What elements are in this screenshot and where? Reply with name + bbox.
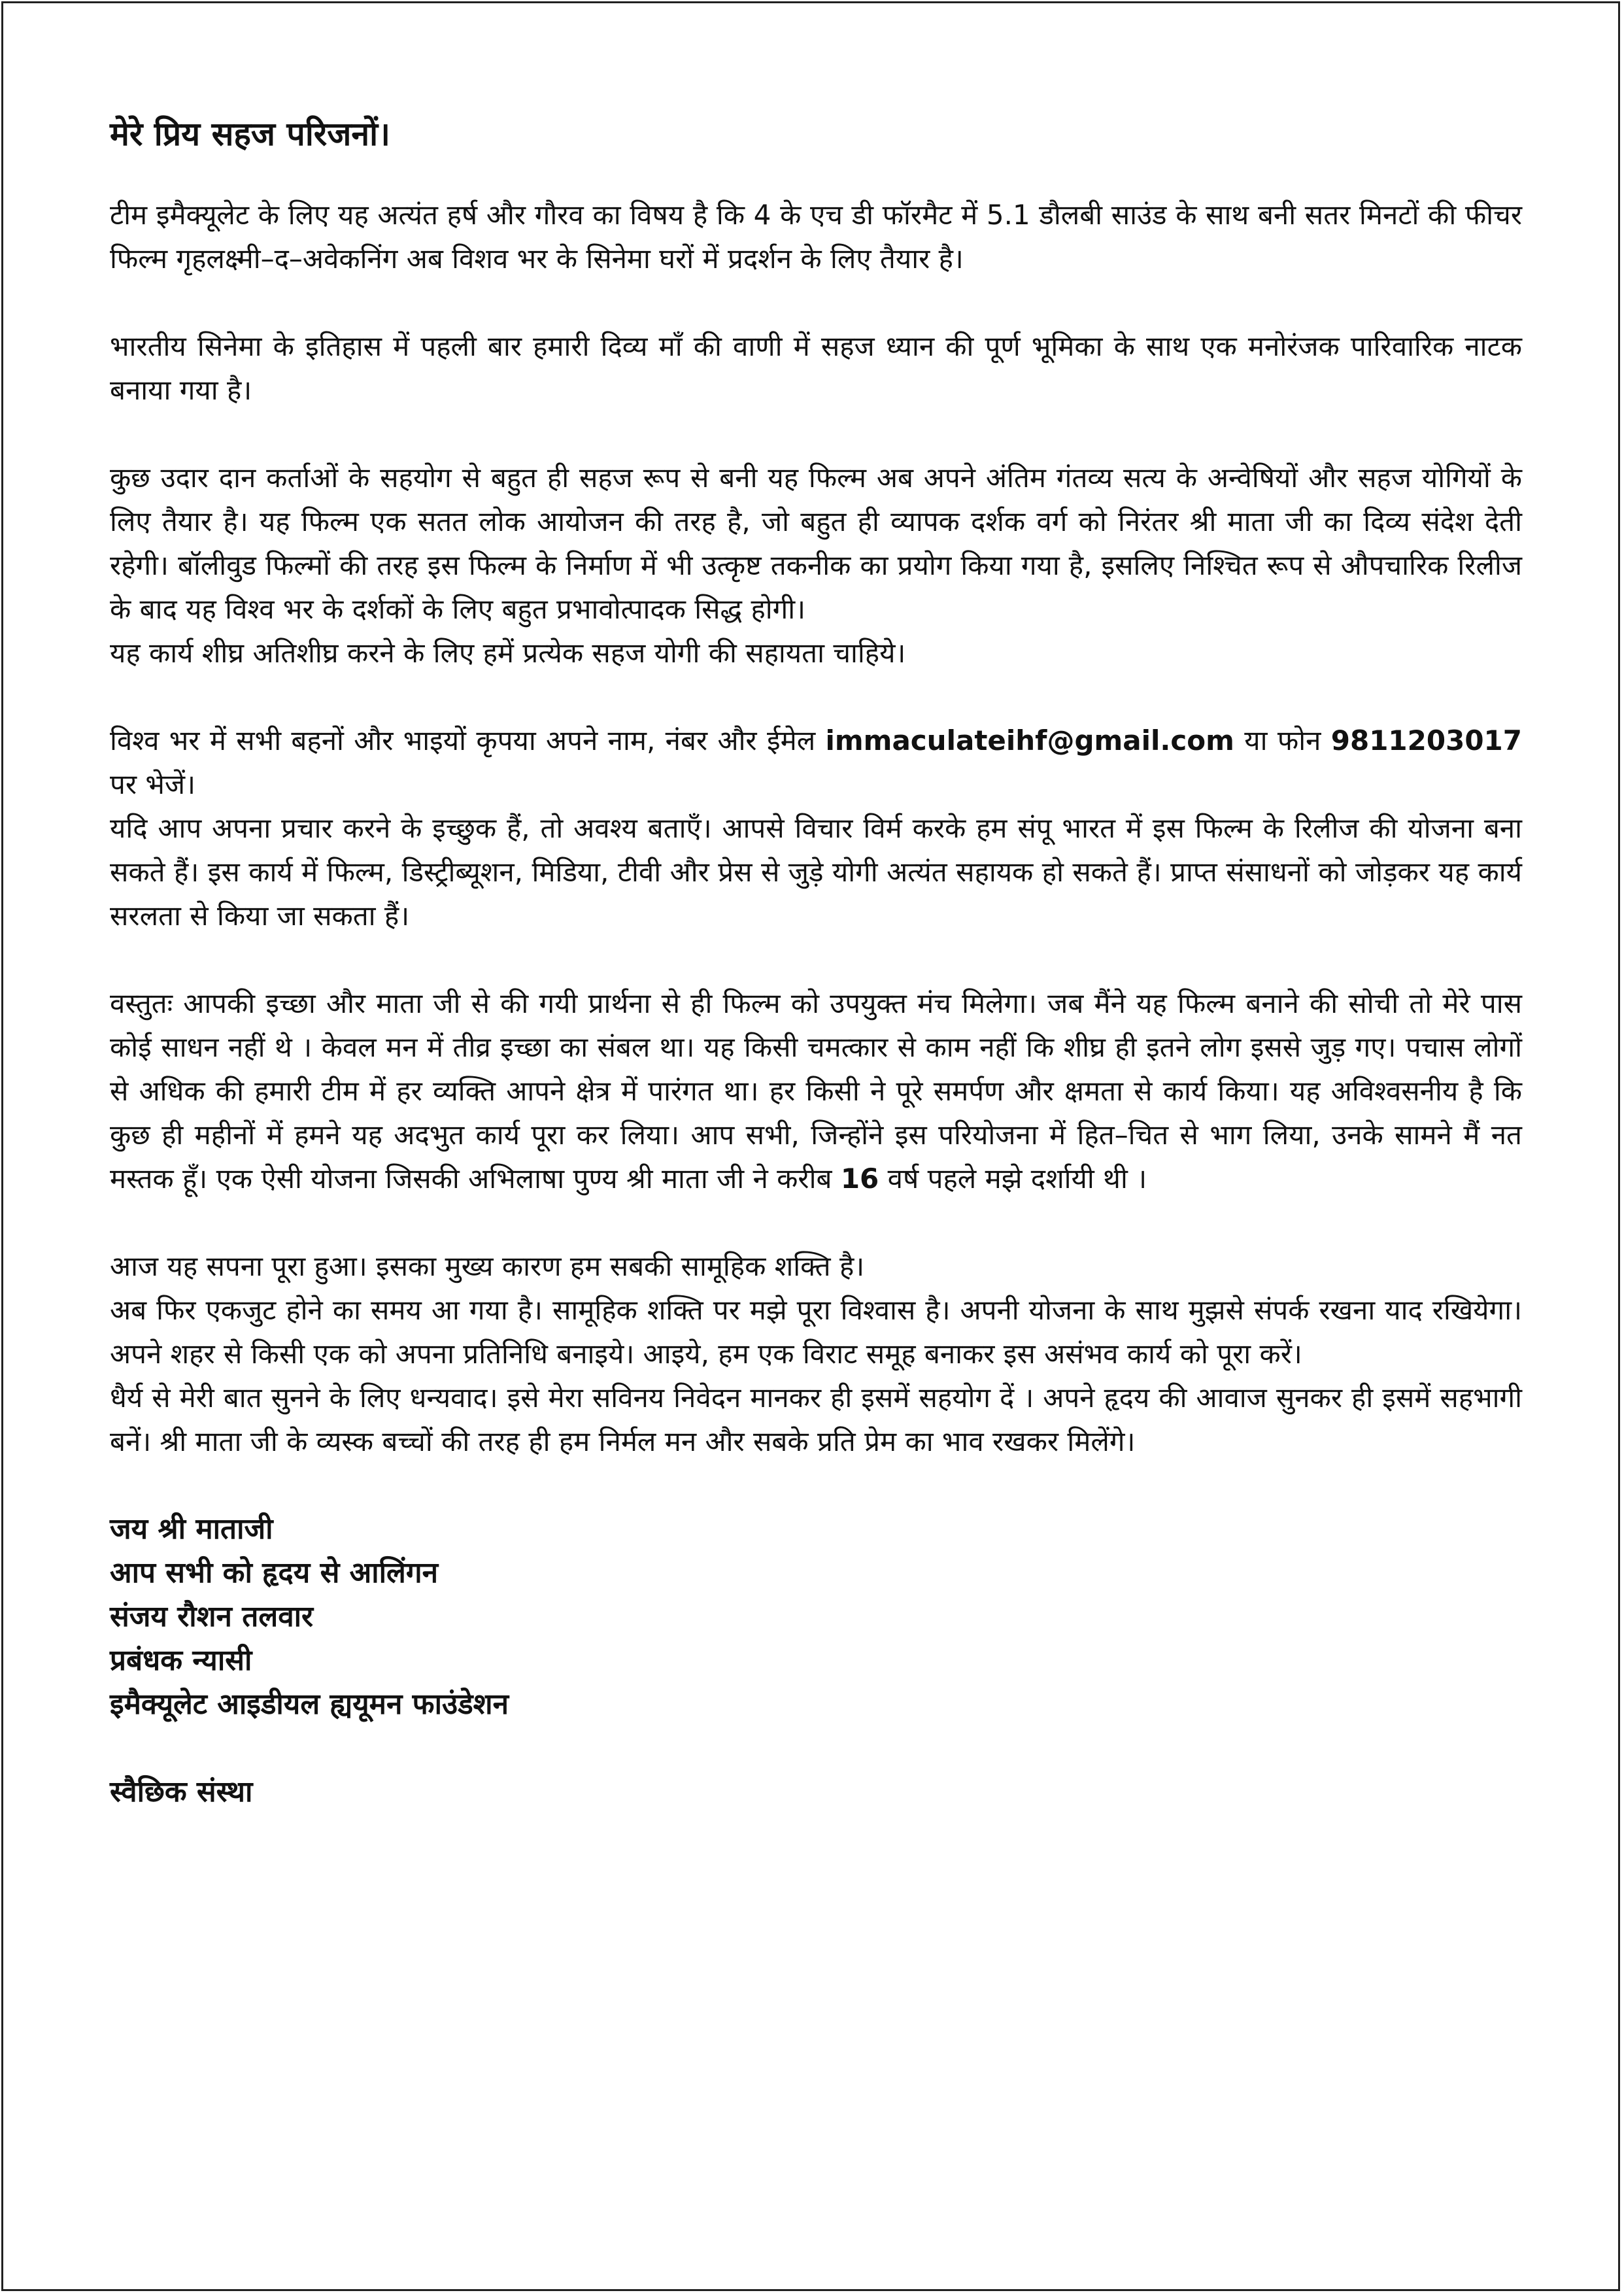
contact-email-link[interactable]: immaculateihf@gmail.com — [825, 724, 1234, 756]
paragraph-announcement: टीम इमैक्यूलेट के लिए यह अत्यंत हर्ष और गौरव का विषय है कि 4 के एच डी फॉरमैट में 5.1 डौलबी साउंड के साथ बनी सतर मिनटों की फीचर फिल्म गृहलक्ष्मी–द–अवेकनिंग अब विशव भर के सिनेमा घरों में प्रदर्शन के लिए तैयार है। — [110, 199, 1522, 275]
paragraph-promotion: यदि आप अपना प्रचार करने के इच्छुक हैं, तो अवश्य बताएँ। आपसे विचार विर्म करके हम संपू भारत में इस फिल्म के रिलीज की योजना बना सकते हैं। इस कार्य में फिल्म, डिस्ट्रीब्यूशन, मिडिया, टीवी और प्रेस से जुड़े योगी अत्यंत सहायक हो सकते हैं। प्राप्त संसाधनों को जोड़कर यह कार्य सरलता से किया जा सकता हैं। — [110, 812, 1522, 932]
paragraph-history: भारतीय सिनेमा के इतिहास में पहली बार हमारी दिव्य माँ की वाणी में सहज ध्यान की पूर्ण भूमिका के साथ एक मनोरंजक पारिवारिक नाटक बनाया गया है। — [110, 330, 1522, 406]
contact-text-post: पर भेजें। — [110, 768, 195, 800]
signature-block — [110, 1507, 1522, 1726]
contact-phone: 9811203017 — [1330, 724, 1522, 756]
signature-name: संजय रौशन तलवार — [110, 1600, 314, 1633]
paragraph-donors-appeal: यह कार्य शीघ्र अतिशीघ्र करने के लिए हमें प्रत्येक सहज योगी की सहायता चाहिये। — [110, 637, 906, 669]
signature-embrace: आप सभी को हृदय से आलिंगन — [110, 1556, 439, 1590]
closing-thanks-line: धैर्य से मेरी बात सुनने के लिए धन्यवाद। इसे मेरा सविनय निवेदन मानकर ही इसमें सहयोग दें । अपने हृदय की आवाज सुनकर ही इसमें सहभागी बनें। श्री माता जी के व्यस्क बच्चों की तरह ही हम निर्मल मन और सबके प्रति प्रेम का भाव रखकर मिलेंगे। — [110, 1382, 1522, 1457]
gratitude-text-pre: वस्तुतः आपकी इच्छा और माता जी से की गयी प्रार्थना से ही फिल्म को उपयुक्त मंच मिलेगा। जब मैंने यह फिल्म बनाने की सोची तो मेरे पास कोई साधन नहीं थे । केवल मन में तीव्र इच्छा का संबल था। यह किसी चमत्कार से काम नहीं कि शीघ्र ही इतने लोग इससे जुड़ गए। पचास लोगों से अधिक की हमारी टीम में हर व्यक्ति आपने क्षेत्र में पारंगत था। हर किसी ने पूरे समर्पण और क्षमता से कार्य किया। यह अविश्वसनीय है कि कुछ ही महीनों में हमने यह अदभुत कार्य पूरा कर लिया। आप सभी, जिन्होंने इस परियोजना में हित–चित से भाग लिया, उनके सामने मैं नत मस्तक हूँ। एक ऐसी योजना जिसकी अभिलाषा पुण्य श्री माता जी ने करीब — [110, 987, 1522, 1195]
paragraph-contact — [110, 719, 1522, 938]
gratitude-text-post: वर्ष पहले मझे दर्शायी थी । — [879, 1163, 1147, 1195]
contact-text-mid: या फोन — [1234, 724, 1331, 756]
signature-title: प्रबंधक न्यासी — [110, 1644, 252, 1677]
signature-organization: इमैक्यूलेट आइडीयल ह्ययूमन फाउंडेशन — [110, 1688, 509, 1721]
paragraph-closing — [110, 1244, 1522, 1463]
organization-type: स्वैछिक संस्था — [110, 1775, 253, 1809]
letter-body — [110, 108, 1522, 1814]
signature-greeting: जय श्री माताजी — [110, 1512, 273, 1546]
salutation-heading: मेरे प्रिय सहज परिजनों। — [110, 115, 390, 153]
contact-text-pre: विश्व भर में सभी बहनों और भाइयों कृपया अपने नाम, नंबर और ईमेल — [110, 724, 826, 756]
paragraph-gratitude — [110, 981, 1522, 1200]
paragraph-donors-main: कुछ उदार दान कर्ताओं के सहयोग से बहुत ही सहज रूप से बनी यह फिल्म अब अपने अंतिम गंतव्य सत्य के अन्वेषियों और सहज योगियों के लिए तैयार है। यह फिल्म एक सतत लोक आयोजन की तरह है, जो बहुत ही व्यापक दर्शक वर्ग को निरंतर श्री माता जी का दिव्य संदेश देती रहेगी। बॉलीवुड फिल्मों की तरह इस फिल्म के निर्माण में भी उत्कृष्ट तकनीक का प्रयोग किया गया है, इसलिए निश्चित रूप से औपचारिक रिलीज के बाद यह विश्व भर के दर्शकों के लिए बहुत प्रभावोत्पादक सिद्ध होगी। — [110, 462, 1522, 625]
closing-unite-line: अब फिर एकजुट होने का समय आ गया है। सामूहिक शक्ति पर मझे पूरा विश्वास है। अपनी योजना के साथ मुझसे संपर्क रखना याद रखियेगा। अपने शहर से किसी एक को अपना प्रतिनिधि बनाइये। आइये, हम एक विराट समूह बनाकर इस असंभव कार्य को पूरा करें। — [110, 1294, 1522, 1370]
closing-dream-line: आज यह सपना पूरा हुआ। इसका मुख्य कारण हम सबकी सामूहिक शक्ति है। — [110, 1250, 865, 1282]
contact-line — [110, 719, 1522, 806]
gratitude-years-number: 16 — [840, 1163, 879, 1195]
paragraph-donors — [110, 456, 1522, 675]
